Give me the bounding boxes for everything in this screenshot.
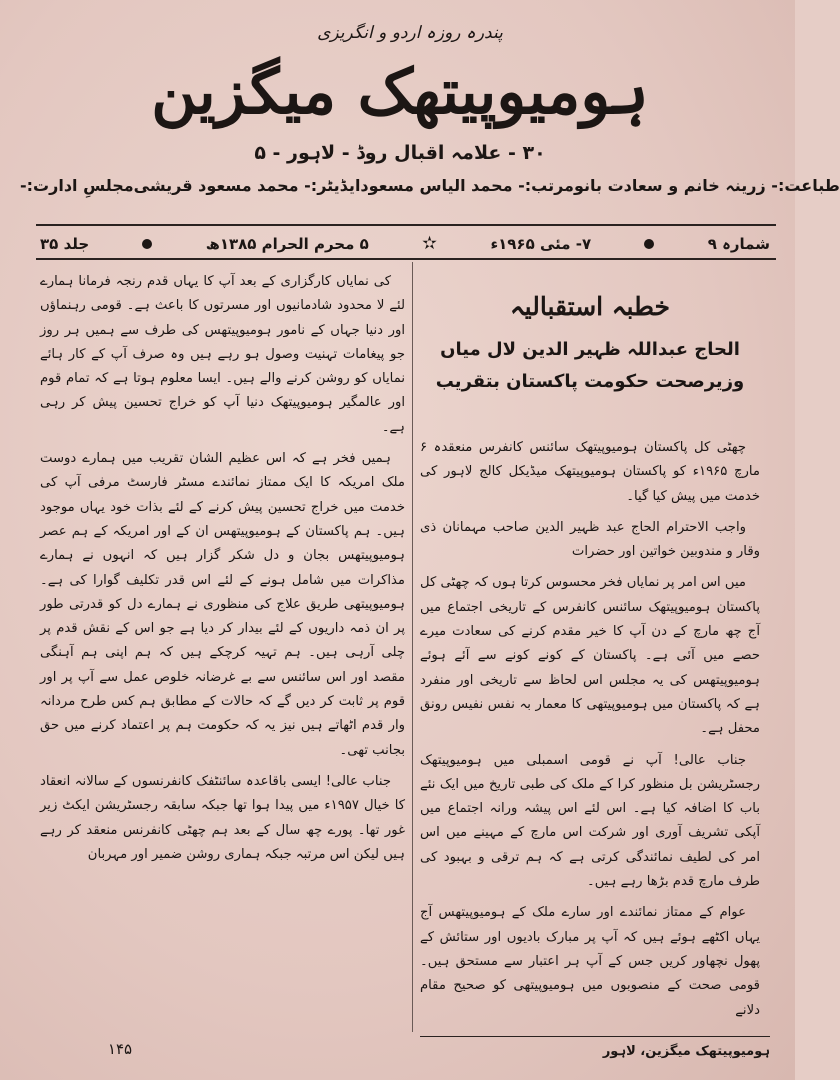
paragraph: چھٹی کل پاکستان ہومیوپیتھک سائنس کانفرس منعقدہ ۶ مارچ ۱۹۶۵ء کو پاکستان ہومیوپیتھک میڈیکل کالج لاہور کی خدمت میں پیش کیا گیا۔ [420,440,760,504]
header-top-rule [36,224,776,226]
board-compiler: مرتب:- محمد الیاس مسعود [360,176,574,195]
issue-date: ۷- مئی ۱۹۶۵ء [490,234,592,253]
article-left-column [40,270,405,874]
star-icon: ✫ [422,233,438,254]
paragraph: جناب عالی! آپ نے قومی اسمبلی میں ہومیوپیتھک رجسٹریشن بل منظور کرا کے ملک کی طبی تاریخ میں ایک نئے باب کا اضافہ کیا ہے۔ اس لئے اس پیشہ ورانہ اجتماع میں آپکی تشریف آوری اور شرکت اس مارچ کے مہینے میں اس امر کی لطیف نمائندگی کرتی ہے کہ ہم ترقی و بہبود کی طرف مارچ قدم بڑھا رہے ہیں۔ [420,752,760,890]
board-editor: ایڈیٹر:- محمد مسعود قریشی [133,176,361,195]
paragraph: ہمیں فخر ہے کہ اس عظیم الشان تقریب میں ہمارے دوست ملک امریکہ کا ایک ممتاز نمائندے مسٹر فارسٹ مرفی آپ کی خدمت میں خراج تحسین پیش کرنے کے لئے بذات خود یہاں موجود ہیں۔ ہم پاکستان کے ہومیوپیتھس ان کے اور امریکہ کے ہم عصر ہومیوپیتھس بجان و دل شکر گزار ہیں کہ انہوں نے ہمارے مذاکرات میں شامل ہونے کے لئے اس قدر تکلیف گوارا کی ہے۔ ہومیوپیتھی طریق علاج کی منظوری نے ہمارے دل کو قدرتی طور پر ان ذمہ داریوں کے لئے بیدار کر دیا ہے جو اس کے نقش قدم پر چلی آرہی ہیں۔ ہم تہیہ کرچکے ہیں کہ ہم اپنی ہم آہنگی مقصد اور اس سائنس سے بے غرضانہ خلوص عمل سے آپ پر اور قوم پر ثابت کر دیں گے کہ حالات کے مطابق ہم کس طرح مردانہ وار قدم اٹھاتے ہیں نیز یہ کہ حکومت ہم پر اعتماد کرنے میں حق بجانب تھی۔ [40,451,405,758]
issue-line [40,233,770,254]
article-subtitle [420,334,760,398]
board-council-label: مجلسِ ادارت:- [20,176,134,195]
paragraph: کی نمایاں کارگزاری کے بعد آپ کا یہاں قدم رنجہ فرمانا ہمارے لئے لا محدود شادمانیوں اور مسرتوں کا باعث ہے۔ قومی رہنماؤں اور دنیا جہاں کے نامور ہومیوپیتھس کی طرف سے ہمیں ہر روز جو پیغامات تہنیت وصول ہو رہے ہیں وہ صرف آپ کے کار ہائے نمایاں کو روشن کرنے والے ہیں۔ ایسا معلوم ہوتا ہے کہ تمام قوم اور عالمگیر ہومیوپیتھک دنیا آپ کو خراج تحسین پیش کر رہی ہے۔ [40,274,405,435]
magazine-address: ۳۰ - علامہ اقبال روڈ - لاہور - ۵ [254,142,546,164]
page-number: ۱۴۵ [107,1040,133,1058]
article-subtitle-line: الحاج عبداللہ ظہیر الدین لال میاں [440,339,740,360]
footer-rule [420,1036,770,1037]
editorial-board [20,176,840,195]
footer-publication: ہومیوپیتھک میگزین، لاہور [602,1044,770,1059]
magazine-masthead: ہومیوپیتھک میگزین [151,55,649,128]
article-right-column [420,268,760,1030]
column-divider [412,262,413,1032]
paragraph: جناب عالی! ایسی باقاعدہ سائنٹفک کانفرنسوں کے سالانہ انعقاد کا خیال ۱۹۵۷ء میں پیدا ہوا تھا جبکہ سابقہ رجسٹریشن ایکٹ زیر غور تھا۔ پورے چھ سال کے بعد ہم چھٹی کانفرنس منعقد کر رہے ہیں لیکن اس مرتبہ جبکہ ہماری روشن ضمیر اور مہربان [40,773,406,862]
paragraph: عوام کے ممتاز نمائندے اور سارے ملک کے ہومیوپیتھس آج یہاں اکٹھے ہوئے ہیں کہ آپ پر مبارک بادیوں اور ستائش کے پھول نچھاور کریں جس کے آپ ہر اعتبار سے مستحق ہیں۔ قومی صحت کے منصوبوں میں ہومیوپیتھی کو صحیح مقام دلانے [420,905,760,1018]
board-printing: طباعت:- زرینہ خانم و سعادت بانو [573,176,840,195]
bullet-dot [142,239,152,249]
paragraph: میں اس امر پر نمایاں فخر محسوس کرتا ہوں کہ چھٹی کل پاکستان ہومیوپیتھک سائنس کانفرس کے تاریخی اجتماع میں آج چھ مارچ کے دن آپ کا خیر مقدم کرنے کی سعادت میرے حصے میں آئی ہے۔ پاکستان کے کونے کونے سے آئے ہوئے ہومیوپیتھس کی یہ مجلس اس لحاظ سے تاریخی اور منفرد ہے کہ پاکستان میں ہومیوپیتھی کا معمار بہ نفس نفیس رونق محفل ہے۔ [420,575,760,737]
issue-hijri-date: ۵ محرم الحرام ۱۳۸۵ھ [205,234,369,253]
article-subtitle-line: وزیرصحت حکومت پاکستان بتقریب [435,371,745,392]
magazine-tagline: پندرہ روزہ اردو و انگریزی [317,23,503,43]
issue-volume: جلد ۳۵ [40,234,90,253]
article-title: خطبہ استقبالیہ [510,292,670,321]
header-bottom-rule [36,258,776,260]
bullet-dot [644,239,654,249]
issue-number: شمارہ ۹ [707,234,770,253]
paragraph: واجب الاحترام الحاج عبد ظہیر الدین صاحب مہمانان ذی وقار و مندوبین خواتین اور حضرات [420,519,760,560]
